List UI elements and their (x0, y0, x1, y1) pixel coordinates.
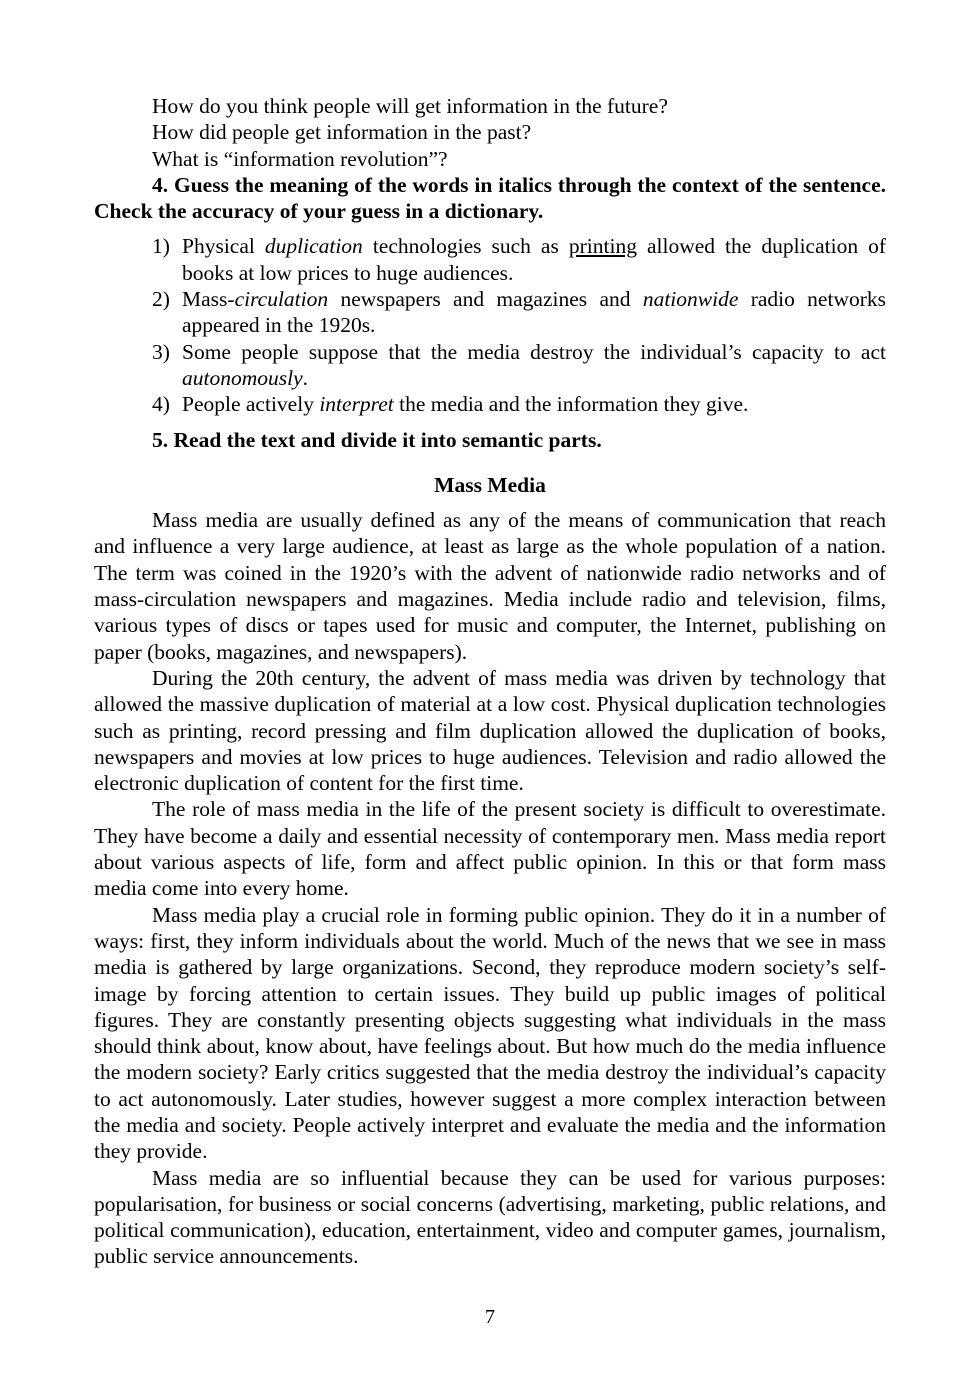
sentence-list (94, 233, 886, 417)
question-line: How do you think people will get information in the future? (152, 94, 668, 118)
question-line: What is “information revolution”? (152, 146, 448, 171)
list-item-number: 3) (152, 339, 170, 364)
underlined-word: printing (568, 234, 637, 259)
article-body (94, 507, 886, 1270)
list-item (152, 391, 886, 417)
article-paragraph: The role of mass media in the life of the present society is difficult to overestimate. They have become a daily and essential necessity of contemporary men. Mass media report about various aspects of life, form and affect public opinion. In this or that form mass media come into every home. (94, 797, 886, 901)
list-item-text: Some people suppose that the media destroy the individual’s capacity to act autonomously. (182, 339, 886, 390)
list-item (152, 286, 886, 339)
list-item (152, 339, 886, 392)
question-line: How did people get information in the past? (152, 120, 532, 145)
list-item (152, 233, 886, 286)
task-4-heading: 4. Guess the meaning of the words in italics through the context of the sentence. Check the accuracy of your guess in a dictionary. (94, 172, 886, 224)
list-item-number: 1) (152, 234, 170, 259)
article-paragraph: During the 20th century, the advent of mass media was driven by technology that allowed the massive duplication of material at a low cost. Physical duplication technologies such as printing, record pressing and film duplication allowed the duplication of books, newspapers and movies at low prices to huge audiences. Television and radio allowed the electronic duplication of content for the first time. (94, 665, 886, 796)
italic-word: autonomously (182, 365, 303, 390)
article-paragraph: Mass media are usually defined as any of the means of communication that reach and influence a very large audience, at least as large as the whole population of a nation. The term was coined in the 1920’s with the advent of nationwide radio networks and of mass-circulation newspapers and magazines. Media include radio and television, films, various types of discs or tapes used for music and computer, the Internet, publishing on paper (books, magazines, and newspapers). (94, 508, 886, 664)
list-item-text: Mass-circulation newspapers and magazines and nationwide radio networks appeared in the 1920s. (182, 287, 886, 338)
italic-word: nationwide (642, 287, 739, 312)
list-item-text: Physical duplication technologies such as printing allowed the duplication of books at low prices to huge audiences. (182, 234, 886, 285)
task-5-heading: 5. Read the text and divide it into semantic parts. (152, 427, 602, 452)
article-paragraph: Mass media play a crucial role in forming public opinion. They do it in a number of ways: first, they inform individuals about the world. Much of the news that we see in mass media is gathered by large organizations. Second, they reproduce modern society’s self-image by forcing attention to certain issues. They build up public images of political figures. They are constantly presenting objects suggesting what individuals in the mass should think about, know about, have feelings about. But how much do the media influence the modern society? Early critics suggested that the media destroy the individual’s capacity to act autonomously. Later studies, however suggest a more complex interaction between the media and society. People actively interpret and evaluate the media and the information they provide. (94, 902, 886, 1164)
list-item-text: People actively interpret the media and the information they give. (182, 392, 749, 417)
italic-word: circulation (234, 287, 329, 312)
italic-word: interpret (319, 392, 394, 417)
article-paragraph: Mass media are so influential because they can be used for various purposes: popularisation, for business or social concerns (advertising, marketing, public relations, and political communication), education, entertainment, video and computer games, journalism, public service announcements. (94, 1165, 886, 1269)
italic-word: duplication (264, 234, 363, 259)
discussion-questions (94, 93, 886, 172)
page-number: 7 (485, 1306, 495, 1328)
article-title: Mass Media (434, 472, 546, 497)
page-content (94, 93, 886, 1270)
list-item-number: 4) (152, 392, 170, 417)
list-item-number: 2) (152, 287, 170, 312)
